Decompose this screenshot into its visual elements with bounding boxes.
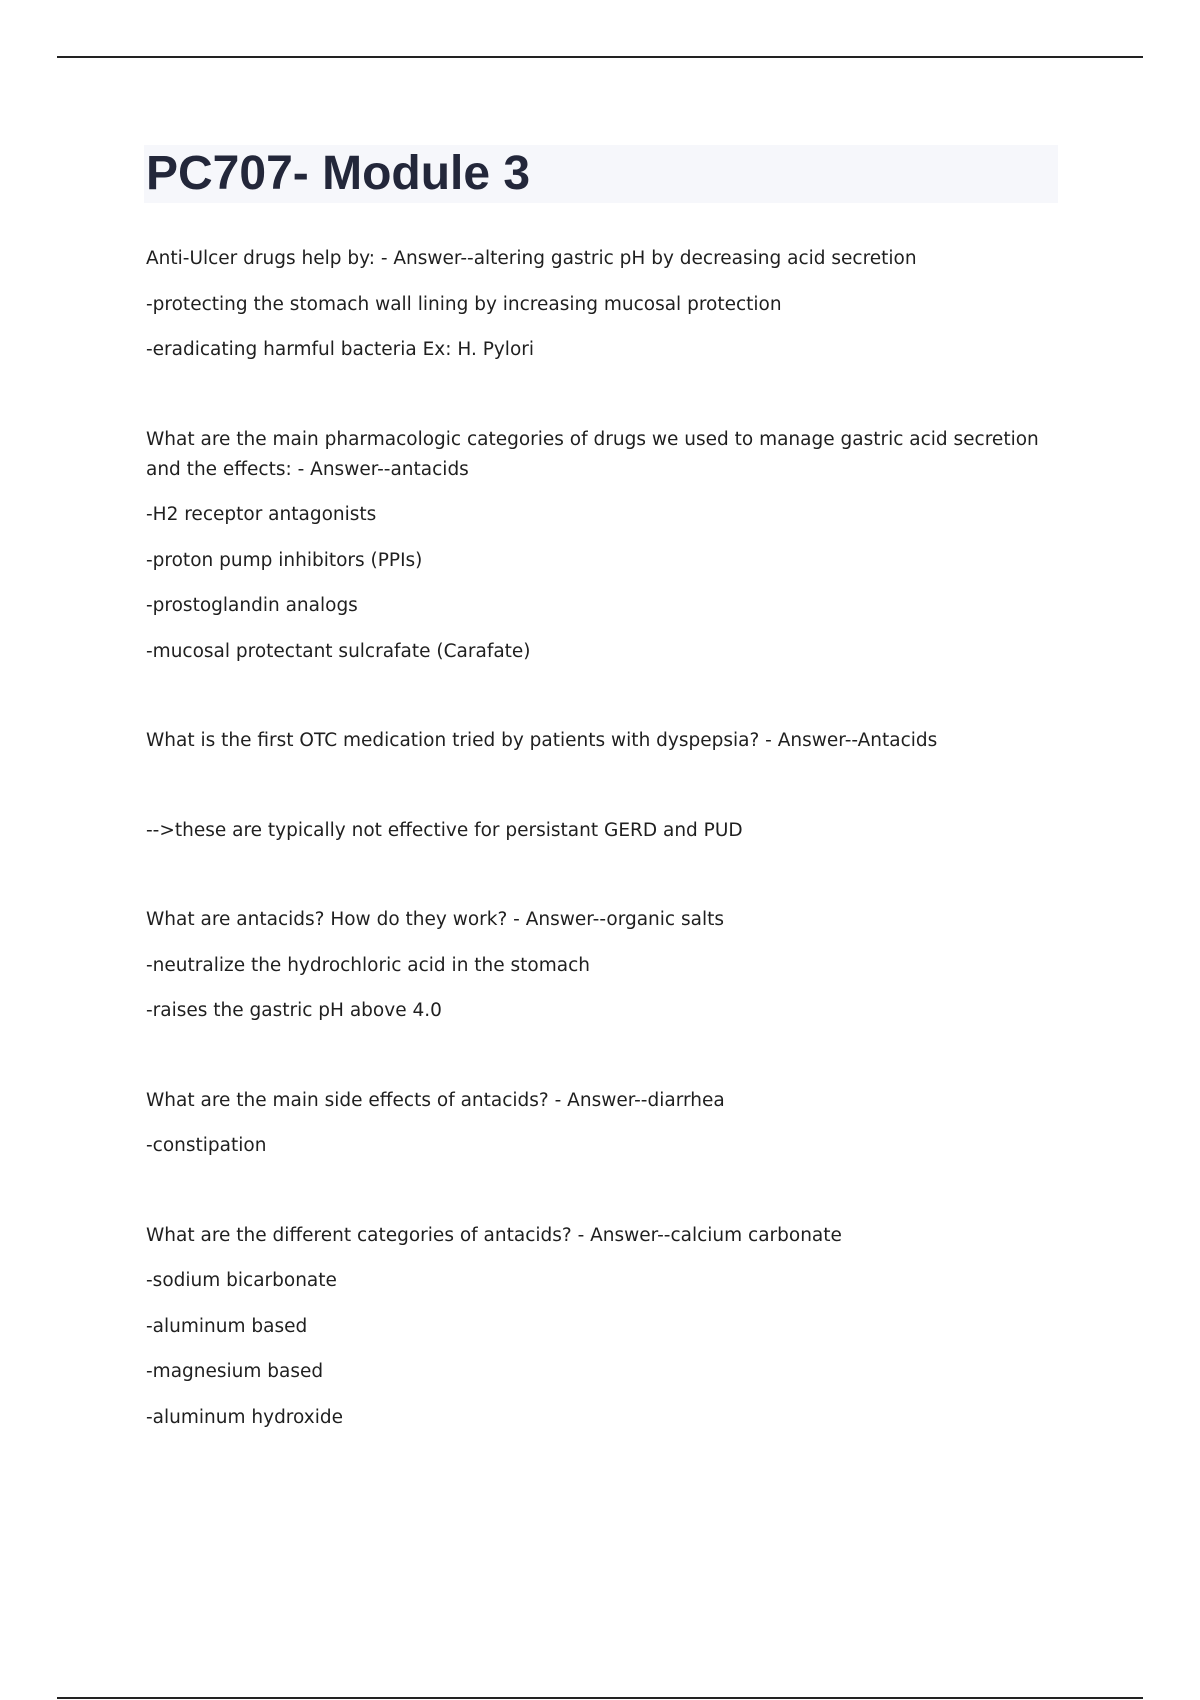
question-text: What are the main pharmacologic categories of drugs we used to manage gastric acid secretion and the effects: - Answer--antacids bbox=[146, 428, 1039, 480]
question-text: Anti-Ulcer drugs help by: - Answer--altering gastric pH by decreasing acid secretion bbox=[146, 248, 917, 269]
bottom-rule bbox=[57, 1697, 1143, 1699]
page-title: PC707- Module 3 bbox=[146, 147, 531, 200]
qa-block-5 bbox=[146, 905, 1056, 1026]
top-rule bbox=[57, 56, 1143, 58]
qa-block-7 bbox=[146, 1221, 1056, 1433]
question-text: What are the different categories of antacids? - Answer--calcium carbonate bbox=[146, 1224, 842, 1246]
answer-item: -protecting the stomach wall lining by increasing mucosal protection bbox=[146, 293, 782, 315]
qa-block-6 bbox=[146, 1086, 1056, 1162]
answer-item: -aluminum hydroxide bbox=[146, 1406, 343, 1428]
qa-block-1 bbox=[146, 244, 1056, 365]
question-text: What is the first OTC medication tried by patients with dyspepsia? - Answer--Antacids bbox=[146, 730, 938, 751]
answer-item: -prostoglandin analogs bbox=[146, 595, 358, 616]
note-text: -->these are typically not effective for persistant GERD and PUD bbox=[146, 819, 743, 841]
answer-item: -raises the gastric pH above 4.0 bbox=[146, 1000, 442, 1021]
qa-block-4 bbox=[146, 816, 1056, 846]
answer-item: -aluminum based bbox=[146, 1315, 308, 1337]
answer-item: -neutralize the hydrochloric acid in the stomach bbox=[146, 954, 591, 976]
question-text: What are antacids? How do they work? - Answer--organic salts bbox=[146, 909, 724, 930]
answer-item: -eradicating harmful bacteria Ex: H. Pylori bbox=[146, 339, 535, 360]
answer-item: -H2 receptor antagonists bbox=[146, 504, 377, 525]
document-body bbox=[146, 244, 1056, 1448]
answer-item: -proton pump inhibitors (PPIs) bbox=[146, 549, 423, 571]
answer-item: -magnesium based bbox=[146, 1361, 324, 1382]
qa-block-2 bbox=[146, 425, 1056, 667]
answer-item: -constipation bbox=[146, 1135, 267, 1156]
answer-item: -mucosal protectant sulcrafate (Carafate) bbox=[146, 640, 531, 662]
qa-block-3 bbox=[146, 726, 1056, 756]
question-text: What are the main side effects of antacids? - Answer--diarrhea bbox=[146, 1089, 725, 1111]
answer-item: -sodium bicarbonate bbox=[146, 1270, 337, 1291]
